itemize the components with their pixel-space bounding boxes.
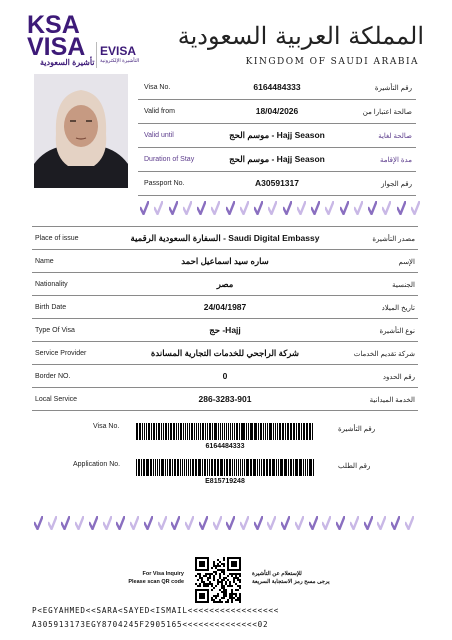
check-icon bbox=[171, 516, 180, 530]
check-icon bbox=[297, 201, 306, 215]
check-icon bbox=[144, 516, 153, 530]
evisa-logo-text: EVISA bbox=[100, 44, 137, 58]
check-icon bbox=[185, 516, 194, 530]
row-label-arabic: صالحة لغاية bbox=[378, 133, 412, 140]
row-value: 24/04/1987 bbox=[203, 301, 247, 312]
check-icon bbox=[382, 201, 391, 215]
mrz-line-1: P<EGYAHMED<<SARA<SAYED<ISMAIL<<<<<<<<<<<<<<<<< bbox=[32, 606, 280, 615]
row-label: Type Of Visa bbox=[35, 326, 75, 334]
row-label-arabic: رقم التأشيرة bbox=[374, 85, 412, 92]
check-icon bbox=[325, 201, 334, 215]
check-icon bbox=[197, 201, 206, 215]
row-label-arabic: الجنسية bbox=[392, 281, 415, 289]
logo-divider bbox=[96, 42, 97, 68]
visa-barcode-label-arabic: رقم التأشيرة bbox=[338, 426, 376, 433]
row-label: Name bbox=[35, 257, 54, 265]
check-icon bbox=[391, 516, 400, 530]
check-icon bbox=[226, 201, 235, 215]
check-icon bbox=[89, 516, 98, 530]
check-icon bbox=[336, 516, 345, 530]
applicant-photo bbox=[34, 74, 128, 188]
row-label: Border NO. bbox=[35, 372, 71, 380]
inquiry-line: Please scan QR code bbox=[128, 579, 184, 585]
row-value: 286-3283-901 bbox=[198, 393, 252, 404]
application-barcode bbox=[136, 459, 314, 476]
row-label-arabic: شركة تقديم الخدمات bbox=[353, 350, 415, 358]
check-icon bbox=[254, 201, 263, 215]
row-value: 6164484333 bbox=[253, 82, 301, 92]
row-label: Birth Date bbox=[35, 303, 67, 311]
check-icon bbox=[368, 201, 377, 215]
row-value: موسم الحج - Hajj Season bbox=[229, 130, 325, 140]
row-label: Valid from bbox=[144, 108, 175, 115]
check-icon bbox=[140, 201, 149, 215]
row-value: السفارة السعودية الرقمية - Saudi Digital Embassy bbox=[130, 232, 320, 243]
check-icon bbox=[116, 516, 125, 530]
row-label: Duration of Stay bbox=[144, 156, 195, 163]
visa-inquiry-english bbox=[118, 570, 184, 586]
duration-of-stay-row bbox=[138, 148, 416, 172]
mrz-line-2: A305913173EGY8704245F2905165<<<<<<<<<<<<<<02 bbox=[32, 620, 269, 629]
row-value: ساره سيد اسماعيل احمد bbox=[181, 255, 269, 266]
check-icon bbox=[154, 201, 163, 215]
place-of-issue-row bbox=[32, 227, 418, 250]
check-icon bbox=[199, 516, 208, 530]
name-row bbox=[32, 250, 418, 273]
row-label-arabic: رقم الجواز bbox=[381, 181, 412, 188]
row-value: 0 bbox=[222, 370, 228, 381]
visa-inquiry-arabic bbox=[252, 570, 332, 586]
check-icon bbox=[240, 201, 249, 215]
ksa-logo-line2: VISA bbox=[27, 33, 86, 61]
check-icon bbox=[281, 516, 290, 530]
inquiry-line: للإستعلام عن التأشيرة bbox=[252, 571, 302, 577]
row-label-arabic: صالحة اعتبارا من bbox=[362, 109, 412, 116]
visa-number-row bbox=[138, 76, 416, 100]
row-value: مصر bbox=[216, 278, 234, 289]
application-barcode-number: E815719248 bbox=[205, 478, 245, 485]
valid-from-row bbox=[138, 100, 416, 124]
row-label-arabic: مصدر التأشيرة bbox=[372, 235, 415, 243]
row-label: Valid until bbox=[144, 132, 174, 139]
visa-barcode-number: 6164484333 bbox=[205, 443, 245, 450]
birth-date-row bbox=[32, 296, 418, 319]
row-label-arabic: مدة الإقامة bbox=[380, 157, 412, 164]
row-label-arabic: الخدمة الميدانية bbox=[369, 396, 415, 404]
decorative-check-row bbox=[140, 201, 420, 217]
check-icon bbox=[226, 516, 235, 530]
service-provider-row bbox=[32, 342, 418, 365]
nationality-row bbox=[32, 273, 418, 296]
row-value: شركة الراجحي للخدمات التجارية المساندة bbox=[150, 347, 300, 358]
row-label: Visa No. bbox=[144, 84, 171, 91]
check-icon bbox=[377, 516, 386, 530]
ksa-visa-logo bbox=[27, 11, 86, 61]
row-label: Nationality bbox=[35, 280, 68, 288]
check-icon bbox=[354, 201, 363, 215]
row-label: Passport No. bbox=[144, 180, 185, 187]
check-icon bbox=[364, 516, 373, 530]
check-icon bbox=[350, 516, 359, 530]
row-value: حج -Hajj bbox=[209, 324, 241, 335]
decorative-check-row bbox=[34, 516, 414, 532]
inquiry-line: For Visa Inquiry bbox=[142, 571, 184, 577]
ksa-logo-line1: KSA bbox=[27, 11, 80, 39]
evisa-logo-subtext: التأشيرة الإلكترونية bbox=[100, 58, 140, 64]
check-icon bbox=[75, 516, 84, 530]
visa-type-row bbox=[32, 319, 418, 342]
row-label-arabic: تاريخ الميلاد bbox=[381, 304, 415, 312]
visa-qr-code[interactable] bbox=[195, 557, 241, 603]
check-icon bbox=[322, 516, 331, 530]
check-icon bbox=[34, 516, 43, 530]
check-icon bbox=[268, 201, 277, 215]
row-label: Service Provider bbox=[35, 349, 87, 357]
check-icon bbox=[158, 516, 167, 530]
visa-barcode bbox=[136, 423, 314, 440]
kingdom-title-english: KINGDOM OF SAUDI ARABIA bbox=[245, 57, 419, 67]
ksa-logo-arabic: تأشيرة السعودية bbox=[40, 58, 95, 67]
row-label-arabic: الإسم bbox=[398, 258, 415, 266]
application-barcode-label: Application No. bbox=[73, 461, 121, 468]
check-icon bbox=[411, 201, 420, 215]
inquiry-line: يرجى مسح رمز الاستجابة السريعة bbox=[252, 579, 330, 585]
row-value: A30591317 bbox=[255, 178, 299, 188]
visa-details-table bbox=[32, 226, 418, 411]
check-icon bbox=[169, 201, 178, 215]
row-value: موسم الحج - Hajj Season bbox=[229, 154, 325, 164]
row-label: Local Service bbox=[35, 395, 78, 403]
valid-until-row bbox=[138, 124, 416, 148]
row-label-arabic: رقم الحدود bbox=[382, 373, 415, 381]
check-icon bbox=[103, 516, 112, 530]
check-icon bbox=[405, 516, 414, 530]
visa-summary-table bbox=[138, 76, 416, 196]
check-icon bbox=[397, 201, 406, 215]
check-icon bbox=[48, 516, 57, 530]
row-label: Place of issue bbox=[35, 234, 79, 242]
check-icon bbox=[295, 516, 304, 530]
application-barcode-label-arabic: رقم الطلب bbox=[338, 463, 371, 470]
check-icon bbox=[254, 516, 263, 530]
check-icon bbox=[130, 516, 139, 530]
row-value: 18/04/2026 bbox=[255, 106, 299, 116]
border-number-row bbox=[32, 365, 418, 388]
row-label-arabic: نوع التأشيرة bbox=[379, 327, 415, 335]
check-icon bbox=[211, 201, 220, 215]
check-icon bbox=[311, 201, 320, 215]
local-service-row bbox=[32, 388, 418, 411]
check-icon bbox=[267, 516, 276, 530]
check-icon bbox=[183, 201, 192, 215]
check-icon bbox=[213, 516, 222, 530]
passport-number-row bbox=[138, 172, 416, 196]
evisa-logo bbox=[100, 44, 150, 64]
check-icon bbox=[340, 201, 349, 215]
check-icon bbox=[61, 516, 70, 530]
check-icon bbox=[309, 516, 318, 530]
kingdom-title-arabic: المملكة العربية السعودية bbox=[177, 22, 424, 50]
check-icon bbox=[240, 516, 249, 530]
visa-barcode-label: Visa No. bbox=[93, 423, 120, 430]
check-icon bbox=[283, 201, 292, 215]
